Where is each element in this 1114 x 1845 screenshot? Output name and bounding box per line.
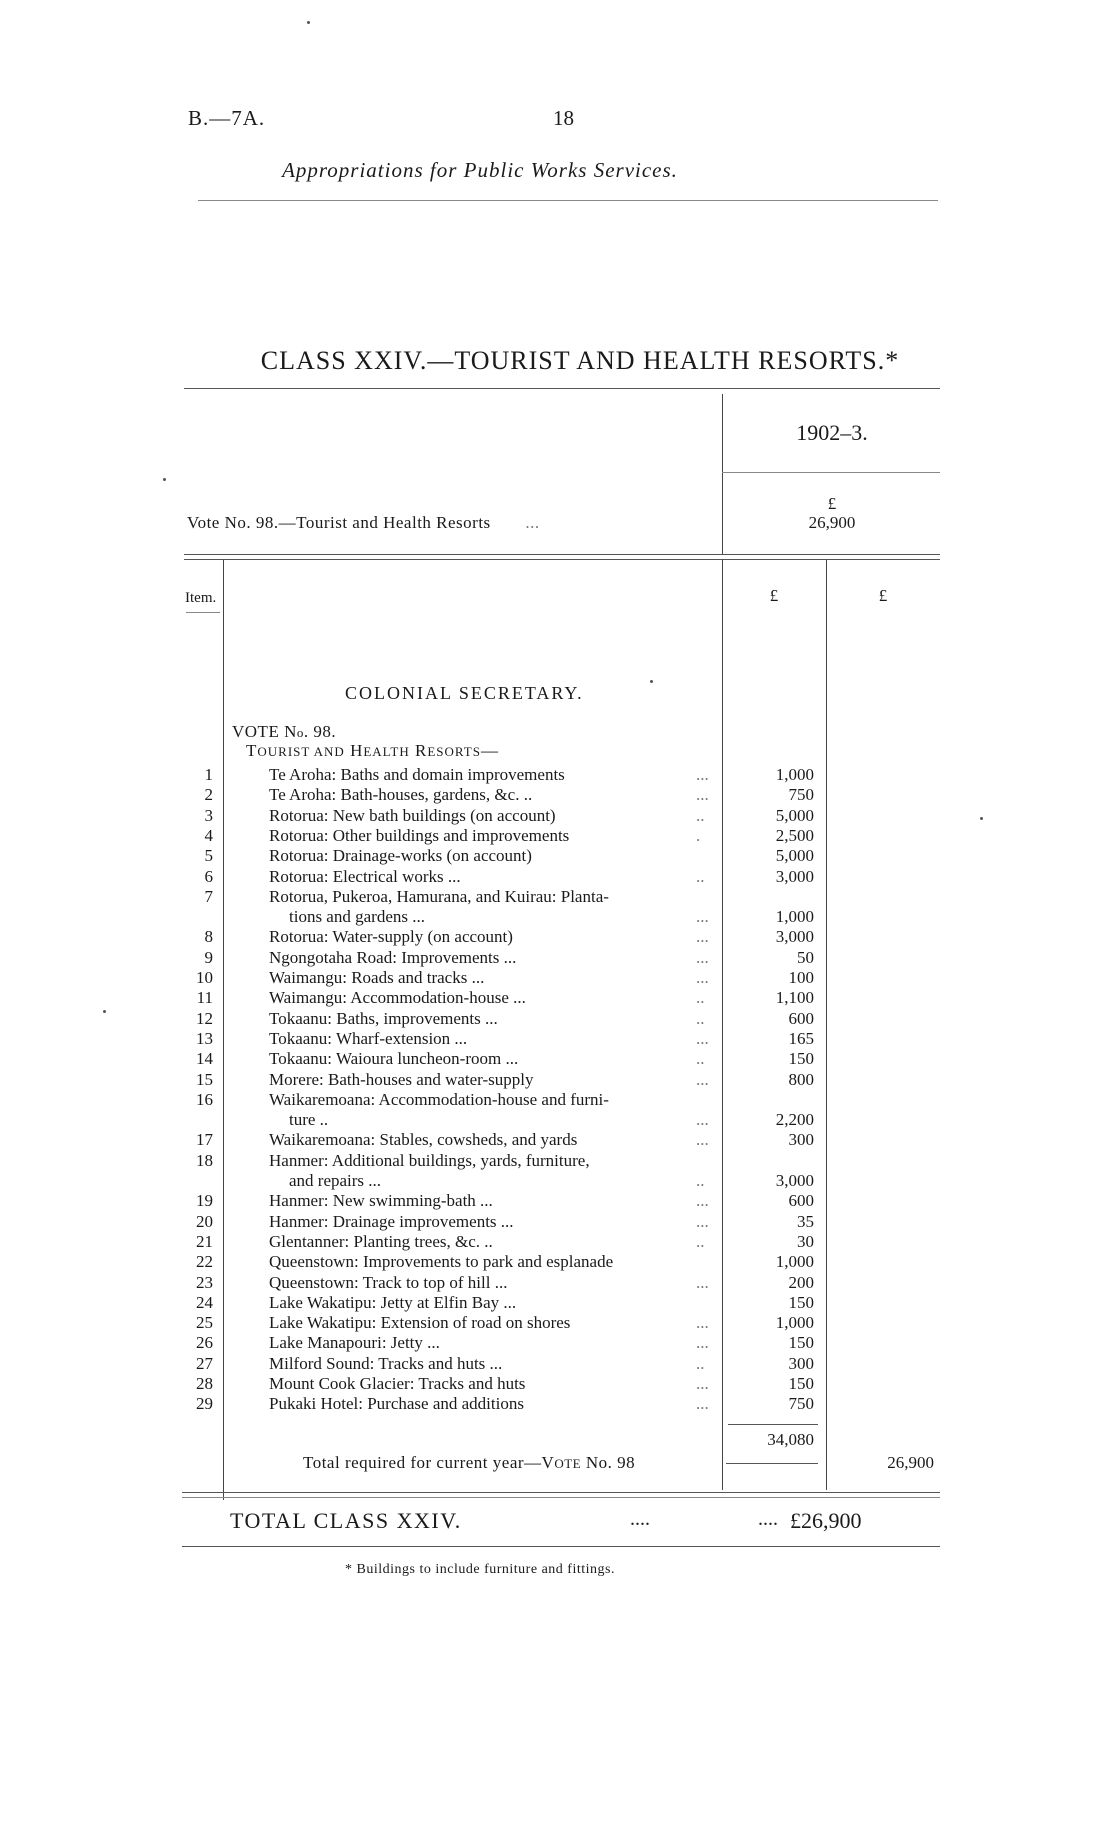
- item-description: Rotorua: Drainage-works (on account): [269, 846, 532, 865]
- page-subtitle: Appropriations for Public Works Services.: [282, 158, 678, 182]
- item-description: Rotorua: Electrical works ...: [269, 867, 461, 886]
- total-required-amount: 26,900: [887, 1453, 934, 1472]
- grand-total-rule: [182, 1546, 940, 1547]
- item-description: Lake Manapouri: Jetty ...: [269, 1333, 440, 1352]
- scan-speck: [163, 478, 166, 481]
- resorts-head-cap3: R: [409, 741, 428, 760]
- item-number: 29: [196, 1394, 213, 1413]
- item-amount: 3,000: [775, 927, 814, 946]
- item-leader-dots: ...: [696, 1273, 709, 1292]
- item-leader-dots: ...: [696, 765, 709, 784]
- item-number: 9: [204, 948, 213, 967]
- item-description: tions and gardens ...: [289, 907, 425, 926]
- item-leader-dots: ...: [696, 785, 709, 804]
- item-leader-dots: ..: [696, 1354, 705, 1373]
- item-description: Waimangu: Accommodation-house ...: [269, 988, 526, 1007]
- item-description: Hanmer: New swimming-bath ...: [269, 1191, 493, 1210]
- year-rule: [722, 472, 940, 473]
- item-description: Morere: Bath-houses and water-supply: [269, 1070, 534, 1089]
- department-heading: COLONIAL SECRETARY.: [345, 683, 584, 703]
- item-description: Tokaanu: Wharf-extension ...: [269, 1029, 468, 1048]
- total-rule-2: [182, 1497, 940, 1498]
- item-leader-dots: ..: [696, 867, 705, 886]
- grand-total-dots-2: ....: [758, 1508, 778, 1530]
- resorts-heading: [246, 741, 499, 761]
- item-leader-dots: ...: [696, 1212, 709, 1231]
- item-description: Milford Sound: Tracks and huts ...: [269, 1354, 503, 1373]
- total-label-b: No. 98: [581, 1453, 636, 1472]
- item-number: 12: [196, 1009, 213, 1028]
- item-amount: 1,000: [775, 1252, 814, 1271]
- item-description: Te Aroha: Baths and domain improvements: [269, 765, 565, 784]
- item-number: 25: [196, 1313, 213, 1332]
- scan-speck: [307, 21, 310, 24]
- item-description: Waikaremoana: Accommodation-house and furni-: [269, 1090, 609, 1109]
- scan-speck: [650, 680, 653, 683]
- item-amount: 2,500: [775, 826, 814, 845]
- item-leader-dots: ..: [696, 1009, 705, 1028]
- item-description: Hanmer: Drainage improvements ...: [269, 1212, 514, 1231]
- item-description: Lake Wakatipu: Extension of road on shores: [269, 1313, 571, 1332]
- item-number: 3: [204, 806, 213, 825]
- item-amount: 165: [788, 1029, 814, 1048]
- item-column-divider: [223, 560, 224, 1500]
- item-description: Rotorua: New bath buildings (on account): [269, 806, 556, 825]
- item-amount: 1,000: [775, 907, 814, 926]
- item-number: 8: [204, 927, 213, 946]
- item-number: 26: [196, 1333, 213, 1352]
- item-number: 16: [196, 1090, 213, 1109]
- item-description: Glentanner: Planting trees, &c. ..: [269, 1232, 493, 1251]
- item-amount: 3,000: [775, 1171, 814, 1190]
- item-description: ture ..: [289, 1110, 329, 1129]
- item-leader-dots: ...: [696, 927, 709, 946]
- grand-total-dots-1: ....: [630, 1508, 650, 1530]
- item-number: 7: [204, 887, 213, 906]
- item-amount: 1,000: [775, 1313, 814, 1332]
- scan-speck: [103, 1010, 106, 1013]
- resorts-head-sc3: ESORTS: [427, 744, 481, 759]
- resorts-head-sc2: EALTH: [363, 744, 410, 759]
- item-leader-dots: ...: [696, 1110, 709, 1129]
- vote-summary-amount: 26,900: [808, 513, 856, 532]
- item-amount: 150: [788, 1049, 814, 1068]
- item-amount: 3,000: [775, 867, 814, 886]
- item-number: 20: [196, 1212, 213, 1231]
- item-description: Waimangu: Roads and tracks ...: [269, 968, 485, 987]
- item-number: 27: [196, 1354, 213, 1373]
- item-description: Tokaanu: Baths, improvements ...: [269, 1009, 498, 1028]
- subtitle-rule: [198, 200, 938, 201]
- item-description: Hanmer: Additional buildings, yards, furniture,: [269, 1151, 590, 1170]
- item-number: 23: [196, 1273, 213, 1292]
- grand-total-amount: £26,900: [790, 1508, 862, 1533]
- total-label-a: Total required for current year—V: [303, 1453, 555, 1472]
- item-amount: 750: [788, 785, 814, 804]
- item-amount: 150: [788, 1333, 814, 1352]
- subtotal-amount: 34,080: [767, 1430, 814, 1449]
- item-number: 17: [196, 1130, 213, 1149]
- item-amount: 5,000: [775, 806, 814, 825]
- item-leader-dots: ...: [696, 1070, 709, 1089]
- summary-rule-1: [184, 554, 940, 555]
- item-description: Tokaanu: Waioura luncheon-room ...: [269, 1049, 519, 1068]
- item-number: 13: [196, 1029, 213, 1048]
- item-amount: 35: [797, 1212, 814, 1231]
- class-title: CLASS XXIV.—TOURIST AND HEALTH RESORTS.*: [260, 346, 900, 375]
- item-description: Ngongotaha Road: Improvements ...: [269, 948, 517, 967]
- footnote: * Buildings to include furniture and fittings.: [345, 1562, 615, 1577]
- item-leader-dots: ...: [696, 948, 709, 967]
- item-leader-dots: ...: [696, 1333, 709, 1352]
- item-number: 2: [204, 785, 213, 804]
- item-leader-dots: ...: [696, 907, 709, 926]
- vote-number-heading: [232, 722, 336, 742]
- item-leader-dots: ...: [696, 1394, 709, 1413]
- item-amount: 150: [788, 1293, 814, 1312]
- year-heading: 1902–3.: [796, 420, 868, 445]
- item-leader-dots: ..: [696, 1232, 705, 1251]
- item-number: 6: [204, 867, 213, 886]
- item-description: Queenstown: Improvements to park and esplanade: [269, 1252, 614, 1271]
- item-number: 14: [196, 1049, 213, 1068]
- resorts-head-sc1: OURIST AND: [257, 744, 345, 759]
- amount-column-divider-2: [826, 560, 827, 1490]
- total-rule-1: [182, 1492, 940, 1493]
- page-number: 18: [553, 106, 574, 130]
- item-description: Waikaremoana: Stables, cowsheds, and yards: [269, 1130, 578, 1149]
- item-leader-dots: .: [696, 826, 701, 845]
- vote-summary-dots: ...: [525, 513, 540, 532]
- item-description: Te Aroha: Bath-houses, gardens, &c. ..: [269, 785, 533, 804]
- item-number: 22: [196, 1252, 213, 1271]
- summary-currency: £: [827, 494, 837, 513]
- vote-prefix-smallcaps: o: [296, 725, 304, 740]
- item-amount: 750: [788, 1394, 814, 1413]
- item-description: Lake Wakatipu: Jetty at Elfin Bay ...: [269, 1293, 517, 1312]
- item-description: Queenstown: Track to top of hill ...: [269, 1273, 508, 1292]
- item-amount: 300: [788, 1130, 814, 1149]
- item-leader-dots: ...: [696, 1191, 709, 1210]
- total-label-smallcaps: OTE: [554, 1456, 582, 1471]
- item-description: Pukaki Hotel: Purchase and additions: [269, 1394, 524, 1413]
- item-leader-dots: ..: [696, 806, 705, 825]
- item-number: 11: [196, 988, 213, 1007]
- item-leader-dots: ...: [696, 1374, 709, 1393]
- item-leader-dots: ...: [696, 1130, 709, 1149]
- item-header-rule: [186, 612, 220, 613]
- item-amount: 150: [788, 1374, 814, 1393]
- item-description: Rotorua: Other buildings and improvements: [269, 826, 570, 845]
- resorts-head-cap1: T: [246, 741, 258, 760]
- resorts-head-dash: —: [480, 741, 499, 760]
- item-amount: 1,000: [775, 765, 814, 784]
- item-leader-dots: ..: [696, 1049, 705, 1068]
- item-amount: 600: [788, 1009, 814, 1028]
- total-required-label: [303, 1453, 635, 1473]
- vote-prefix: VOTE N: [232, 722, 297, 741]
- item-number: 18: [196, 1151, 213, 1170]
- item-description: Mount Cook Glacier: Tracks and huts: [269, 1374, 526, 1393]
- subtotal-rule: [728, 1424, 818, 1425]
- item-number: 15: [196, 1070, 213, 1089]
- item-amount: 1,100: [775, 988, 814, 1007]
- item-amount: 30: [797, 1232, 814, 1251]
- item-amount: 100: [788, 968, 814, 987]
- item-description: and repairs ...: [289, 1171, 382, 1190]
- grand-total-label: TOTAL CLASS XXIV.: [230, 1508, 462, 1533]
- item-number: 5: [204, 846, 213, 865]
- currency-column-1: £: [769, 586, 779, 605]
- page-reference: B.—7A.: [188, 106, 266, 130]
- item-column-header: Item.: [185, 590, 217, 606]
- item-number: 19: [196, 1191, 213, 1210]
- item-description: Rotorua: Water-supply (on account): [269, 927, 513, 946]
- item-leader-dots: ...: [696, 1029, 709, 1048]
- title-rule: [184, 388, 940, 389]
- item-number: 1: [204, 765, 213, 784]
- item-amount: 5,000: [775, 846, 814, 865]
- currency-column-2: £: [878, 586, 888, 605]
- vote-summary-label: Vote No. 98.—Tourist and Health Resorts: [187, 513, 491, 532]
- item-amount: 50: [797, 948, 814, 967]
- item-amount: 800: [788, 1070, 814, 1089]
- item-number: 24: [196, 1293, 213, 1312]
- item-leader-dots: ...: [696, 968, 709, 987]
- item-description: Rotorua, Pukeroa, Hamurana, and Kuirau: Planta-: [269, 887, 609, 906]
- vote-suffix: . 98.: [303, 722, 337, 741]
- item-amount: 200: [788, 1273, 814, 1292]
- resorts-head-cap2: H: [344, 741, 364, 760]
- item-leader-dots: ..: [696, 1171, 705, 1190]
- total-dash-rule: [726, 1463, 818, 1464]
- vote-summary-line: [187, 513, 540, 533]
- item-amount: 2,200: [775, 1110, 814, 1129]
- item-leader-dots: ...: [696, 1313, 709, 1332]
- item-number: 28: [196, 1374, 213, 1393]
- item-number: 4: [204, 826, 213, 845]
- item-amount: 600: [788, 1191, 814, 1210]
- scan-speck: [980, 817, 983, 820]
- item-number: 21: [196, 1232, 213, 1251]
- item-number: 10: [196, 968, 213, 987]
- item-amount: 300: [788, 1354, 814, 1373]
- item-leader-dots: ..: [696, 988, 705, 1007]
